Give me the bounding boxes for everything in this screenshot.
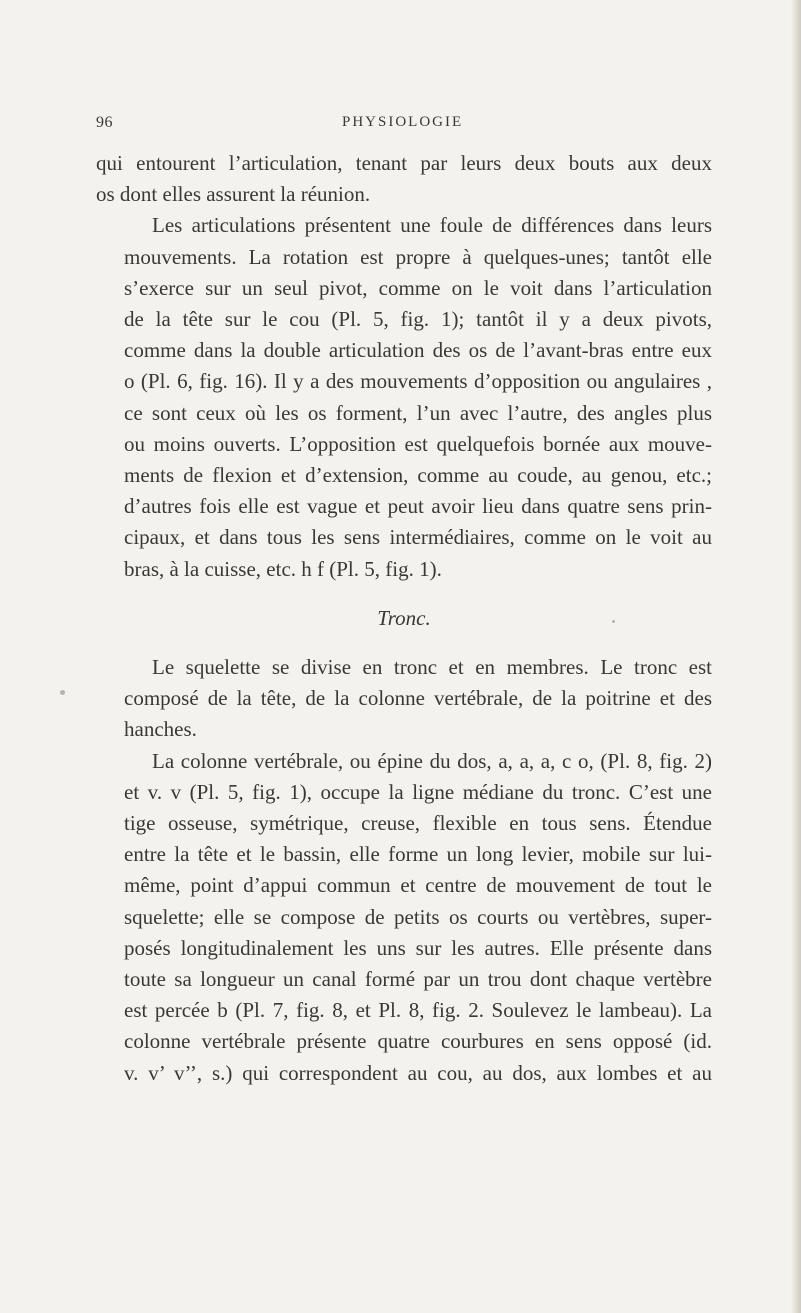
text-line: comme dans la double articulation des os de l’avant-bras entre eux: [124, 338, 712, 363]
text-line: hanches.: [124, 717, 197, 742]
text-line: mouvements. La rotation est propre à quelques-unes; tantôt elle: [124, 244, 712, 269]
text-line: toute sa longueur un canal formé par un trou dont chaque vertèbre: [124, 967, 712, 992]
text-line: et v. v (Pl. 5, fig. 1), occupe la ligne médiane du tronc. C’est une: [124, 779, 712, 804]
text-line: composé de la tête, de la colonne vertébrale, de la poitrine et des: [124, 686, 712, 711]
paper-speck: [60, 690, 65, 695]
running-title: PHYSIOLOGIE: [342, 114, 464, 130]
page-number: 96: [96, 114, 113, 131]
text-line: ce sont ceux où les os forment, l’un avec l’autre, des angles plus: [124, 400, 712, 425]
text-line: cipaux, et dans tous les sens intermédiaires, comme on le voit au: [124, 525, 712, 550]
body-text: [96, 148, 712, 1089]
text-line: squelette; elle se compose de petits os courts ou vertèbres, super-: [124, 904, 712, 929]
page-header: [96, 114, 696, 136]
paper-speck: [612, 620, 615, 623]
paragraph-3: [96, 652, 712, 746]
text-line: tige osseuse, symétrique, creuse, flexible en tous sens. Étendue: [124, 811, 712, 836]
text-line: de la tête sur le cou (Pl. 5, fig. 1); tantôt il y a deux pivots,: [124, 307, 712, 332]
text-line: o (Pl. 6, fig. 16). Il y a des mouvements d’opposition ou angulaires ,: [124, 369, 712, 394]
text-line: ments de flexion et d’extension, comme au coude, au genou, etc.;: [124, 463, 712, 488]
text-line: posés longitudinalement les uns sur les autres. Elle présente dans: [124, 935, 712, 960]
section-title: Tronc.: [377, 605, 431, 630]
text-line: Le squelette se divise en tronc et en membres. Le tronc est: [152, 655, 712, 680]
text-line: bras, à la cuisse, etc. h f (Pl. 5, fig. 1).: [124, 556, 442, 581]
paragraph-1: [96, 148, 712, 210]
paragraph-2: [96, 210, 712, 584]
text-line: d’autres fois elle est vague et peut avoir lieu dans quatre sens prin-: [124, 494, 712, 519]
text-line: v. v’ v’’, s.) qui correspondent au cou, au dos, aux lombes et au: [124, 1060, 712, 1085]
text-line: qui entourent l’articulation, tenant par leurs deux bouts aux deux: [96, 151, 712, 175]
text-line: La colonne vertébrale, ou épine du dos, a, a, a, c o, (Pl. 8, fig. 2): [152, 748, 712, 773]
text-line: ou moins ouverts. L’opposition est quelquefois bornée aux mouve-: [124, 431, 712, 456]
page-edge-shadow: [791, 0, 801, 1313]
text-line: est percée b (Pl. 7, fig. 8, et Pl. 8, fig. 2. Soulevez le lambeau). La: [124, 998, 712, 1023]
text-line: os dont elles assurent la réunion.: [96, 182, 371, 207]
text-line: s’exerce sur un seul pivot, comme on le voit dans l’articulation: [124, 275, 712, 300]
text-line: entre la tête et le bassin, elle forme un long levier, mobile sur lui-: [124, 842, 712, 867]
text-line: Les articulations présentent une foule de différences dans leurs: [152, 213, 712, 238]
text-line: colonne vertébrale présente quatre courbures en sens opposé (id.: [124, 1029, 712, 1054]
paragraph-4: [96, 746, 712, 1089]
text-line: même, point d’appui commun et centre de mouvement de tout le: [124, 873, 712, 898]
